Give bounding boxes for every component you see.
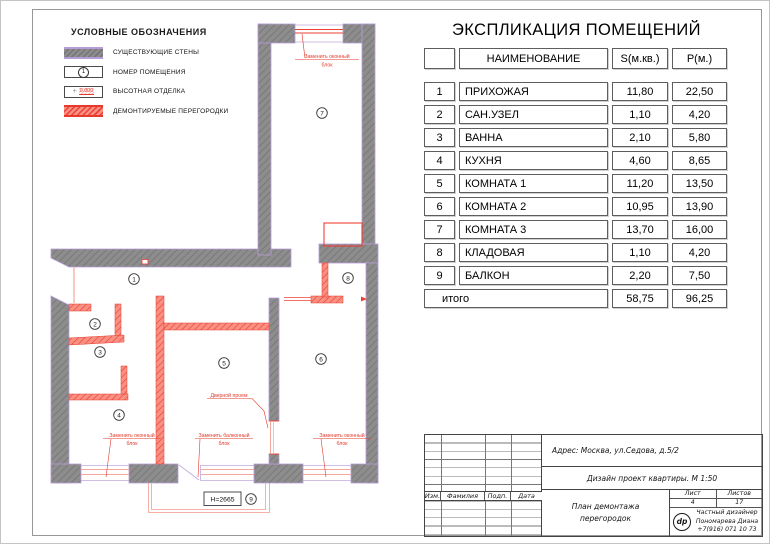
row-name-cell: САН.УЗЕЛ: [459, 105, 608, 124]
row-num-cell: 4: [424, 151, 455, 170]
existing-wall-swatch: [64, 47, 103, 59]
row-name-cell: ВАННА: [459, 128, 608, 147]
table-row: [424, 243, 729, 262]
row-num-cell: 3: [424, 128, 455, 147]
svg-text:4: 4: [117, 412, 121, 420]
annotation-door-opening: [207, 392, 268, 428]
legend-label: СУЩЕСТВУЮЩИЕ СТЕНЫ: [113, 49, 200, 56]
row-area-cell: 2,10: [612, 128, 668, 147]
row-perimeter-cell: 4,20: [672, 243, 727, 262]
room-number-4: [114, 410, 125, 421]
row-name-cell: КЛАДОВАЯ: [459, 243, 608, 262]
legend-item-existing-walls: [64, 46, 299, 59]
title-block: [424, 434, 763, 537]
revision-grid-header: [425, 491, 542, 501]
svg-text:блок: блок: [218, 441, 230, 447]
table-title: ЭКСПЛИКАЦИЯ ПОМЕЩЕНИЙ: [452, 21, 701, 39]
document-title-line1: План демонтажа: [571, 502, 640, 512]
table-row: [424, 82, 729, 101]
table-row: [424, 220, 729, 239]
row-area-cell: 13,70: [612, 220, 668, 239]
stamp-col-izm: Изм.: [424, 492, 441, 500]
row-area-cell: 1,10: [612, 243, 668, 262]
svg-text:Заменить оконный: Заменить оконный: [319, 433, 365, 439]
svg-text:Дверной проем: Дверной проем: [210, 393, 248, 399]
stamp-col-data: Дата: [518, 492, 535, 500]
row-num-cell: 6: [424, 197, 455, 216]
svg-text:8: 8: [346, 275, 350, 283]
row-num-cell: 2: [424, 105, 455, 124]
legend-item-room-number: [64, 66, 299, 79]
svg-text:5: 5: [222, 360, 226, 368]
svg-text:7: 7: [320, 110, 324, 118]
stamp-col-podp: Подп.: [485, 492, 511, 500]
header-name-cell: НАИМЕНОВАНИЕ: [459, 48, 608, 69]
row-area-cell: 11,80: [612, 82, 668, 101]
row-num-cell: 5: [424, 174, 455, 193]
room-number-5: [219, 358, 230, 369]
total-label-cell: итого: [424, 289, 608, 308]
explication-table: [424, 21, 729, 312]
row-num-cell: 8: [424, 243, 455, 262]
room-number-swatch: [64, 66, 103, 78]
table-total-row: [424, 289, 729, 308]
row-area-cell: 1,10: [612, 105, 668, 124]
sheets-label: Листов: [727, 490, 752, 498]
row-area-cell: 11,20: [612, 174, 668, 193]
total-area-cell: 58,75: [612, 289, 668, 308]
svg-text:6: 6: [319, 356, 323, 364]
svg-text:3: 3: [98, 349, 102, 357]
room-number-1: [129, 274, 140, 285]
row-area-cell: 4,60: [612, 151, 668, 170]
svg-text:2: 2: [93, 321, 97, 329]
row-name-cell: КОМНАТА 3: [459, 220, 608, 239]
svg-text:Заменить оконный: Заменить оконный: [304, 54, 350, 60]
svg-text:блок: блок: [336, 441, 348, 447]
dp-logo-icon: dp: [673, 513, 691, 531]
row-area-cell: 10,95: [612, 197, 668, 216]
header-perimeter-cell: Р(м.): [672, 48, 727, 69]
row-name-cell: КОМНАТА 2: [459, 197, 608, 216]
svg-text:1: 1: [132, 276, 136, 284]
designer-lines: [694, 509, 760, 535]
row-name-cell: КОМНАТА 1: [459, 174, 608, 193]
room-number-symbol: 1: [78, 67, 89, 78]
svg-text:блок: блок: [126, 441, 138, 447]
svg-text:Заменить балконный: Заменить балконный: [198, 433, 250, 439]
document-title-line2: перегородок: [579, 514, 632, 523]
table-row: [424, 105, 729, 124]
row-perimeter-cell: 7,50: [672, 266, 727, 285]
row-perimeter-cell: 13,50: [672, 174, 727, 193]
legend-label: НОМЕР ПОМЕЩЕНИЯ: [113, 68, 186, 76]
elevation-cross-icon: +: [72, 88, 77, 95]
row-perimeter-cell: 16,00: [672, 220, 727, 239]
table-row: [424, 266, 729, 285]
legend: [64, 27, 299, 124]
designer-line3: +7(916) 071 10 73: [697, 526, 757, 534]
room-number-3: [95, 347, 106, 358]
designer-info: [670, 508, 762, 536]
table-header-row: [424, 48, 729, 69]
row-name-cell: БАЛКОН: [459, 266, 608, 285]
row-perimeter-cell: 5,80: [672, 128, 727, 147]
row-num-cell: 7: [424, 220, 455, 239]
svg-text:9: 9: [249, 496, 253, 504]
row-name-cell: КУХНЯ: [459, 151, 608, 170]
sheet-number: 4: [670, 499, 717, 507]
legend-label: ДЕМОНТИРУЕМЫЕ ПЕРЕГОРОДКИ: [113, 107, 229, 115]
row-perimeter-cell: 4,20: [672, 105, 727, 124]
table-row: [424, 174, 729, 193]
room-number-2: [90, 319, 101, 330]
table-row: [424, 128, 729, 147]
svg-text:Н=2665: Н=2665: [210, 496, 235, 504]
designer-line1: Частный дизайнер: [696, 508, 758, 516]
elevation-mark-swatch: [64, 86, 103, 98]
row-area-cell: 2,20: [612, 266, 668, 285]
row-name-cell: ПРИХОЖАЯ: [459, 82, 608, 101]
legend-label: ВЫСОТНАЯ ОТДЕЛКА: [113, 88, 186, 95]
row-perimeter-cell: 8,65: [672, 151, 727, 170]
table-row: [424, 151, 729, 170]
revision-grid: [425, 435, 542, 536]
total-perimeter-cell: 96,25: [672, 289, 727, 308]
document-title: [542, 490, 670, 536]
room-number-6: [316, 354, 327, 365]
room-number-9: [246, 494, 257, 505]
sheet-labels-row: [670, 490, 762, 499]
legend-item-demolished: [64, 105, 299, 118]
legend-title: УСЛОВНЫЕ ОБОЗНАЧЕНИЯ: [71, 27, 207, 37]
svg-text:Заменить оконный: Заменить оконный: [109, 433, 155, 439]
height-mark: [204, 492, 241, 506]
header-num-cell: [424, 48, 455, 69]
row-perimeter-cell: 13,90: [672, 197, 727, 216]
address-field: Адрес: Москва, ул.Седова, д.5/2: [542, 435, 762, 467]
row-num-cell: 9: [424, 266, 455, 285]
row-perimeter-cell: 22,50: [672, 82, 727, 101]
sheet-label: Лист: [670, 490, 717, 498]
sheet-values-row: [670, 499, 762, 508]
legend-item-elevation: [64, 85, 299, 98]
designer-line2: Пономарева Диана: [695, 517, 759, 525]
project-field: Дизайн проект квартиры. М 1:50: [542, 467, 762, 490]
demolished-partition-swatch: [64, 105, 103, 117]
header-area-cell: S(м.кв.): [612, 48, 668, 69]
stamp-col-familia: Фамилия: [441, 492, 485, 500]
row-num-cell: 1: [424, 82, 455, 101]
svg-text:блок: блок: [321, 62, 333, 69]
annotation-replace-balcony-block: [195, 432, 253, 477]
sheet-info: [670, 490, 762, 536]
elevation-value: 0.000: [79, 88, 94, 94]
sheets-total: 17: [735, 499, 744, 507]
room-number-7: [317, 108, 328, 119]
table-row: [424, 197, 729, 216]
room-number-8: [343, 273, 354, 284]
